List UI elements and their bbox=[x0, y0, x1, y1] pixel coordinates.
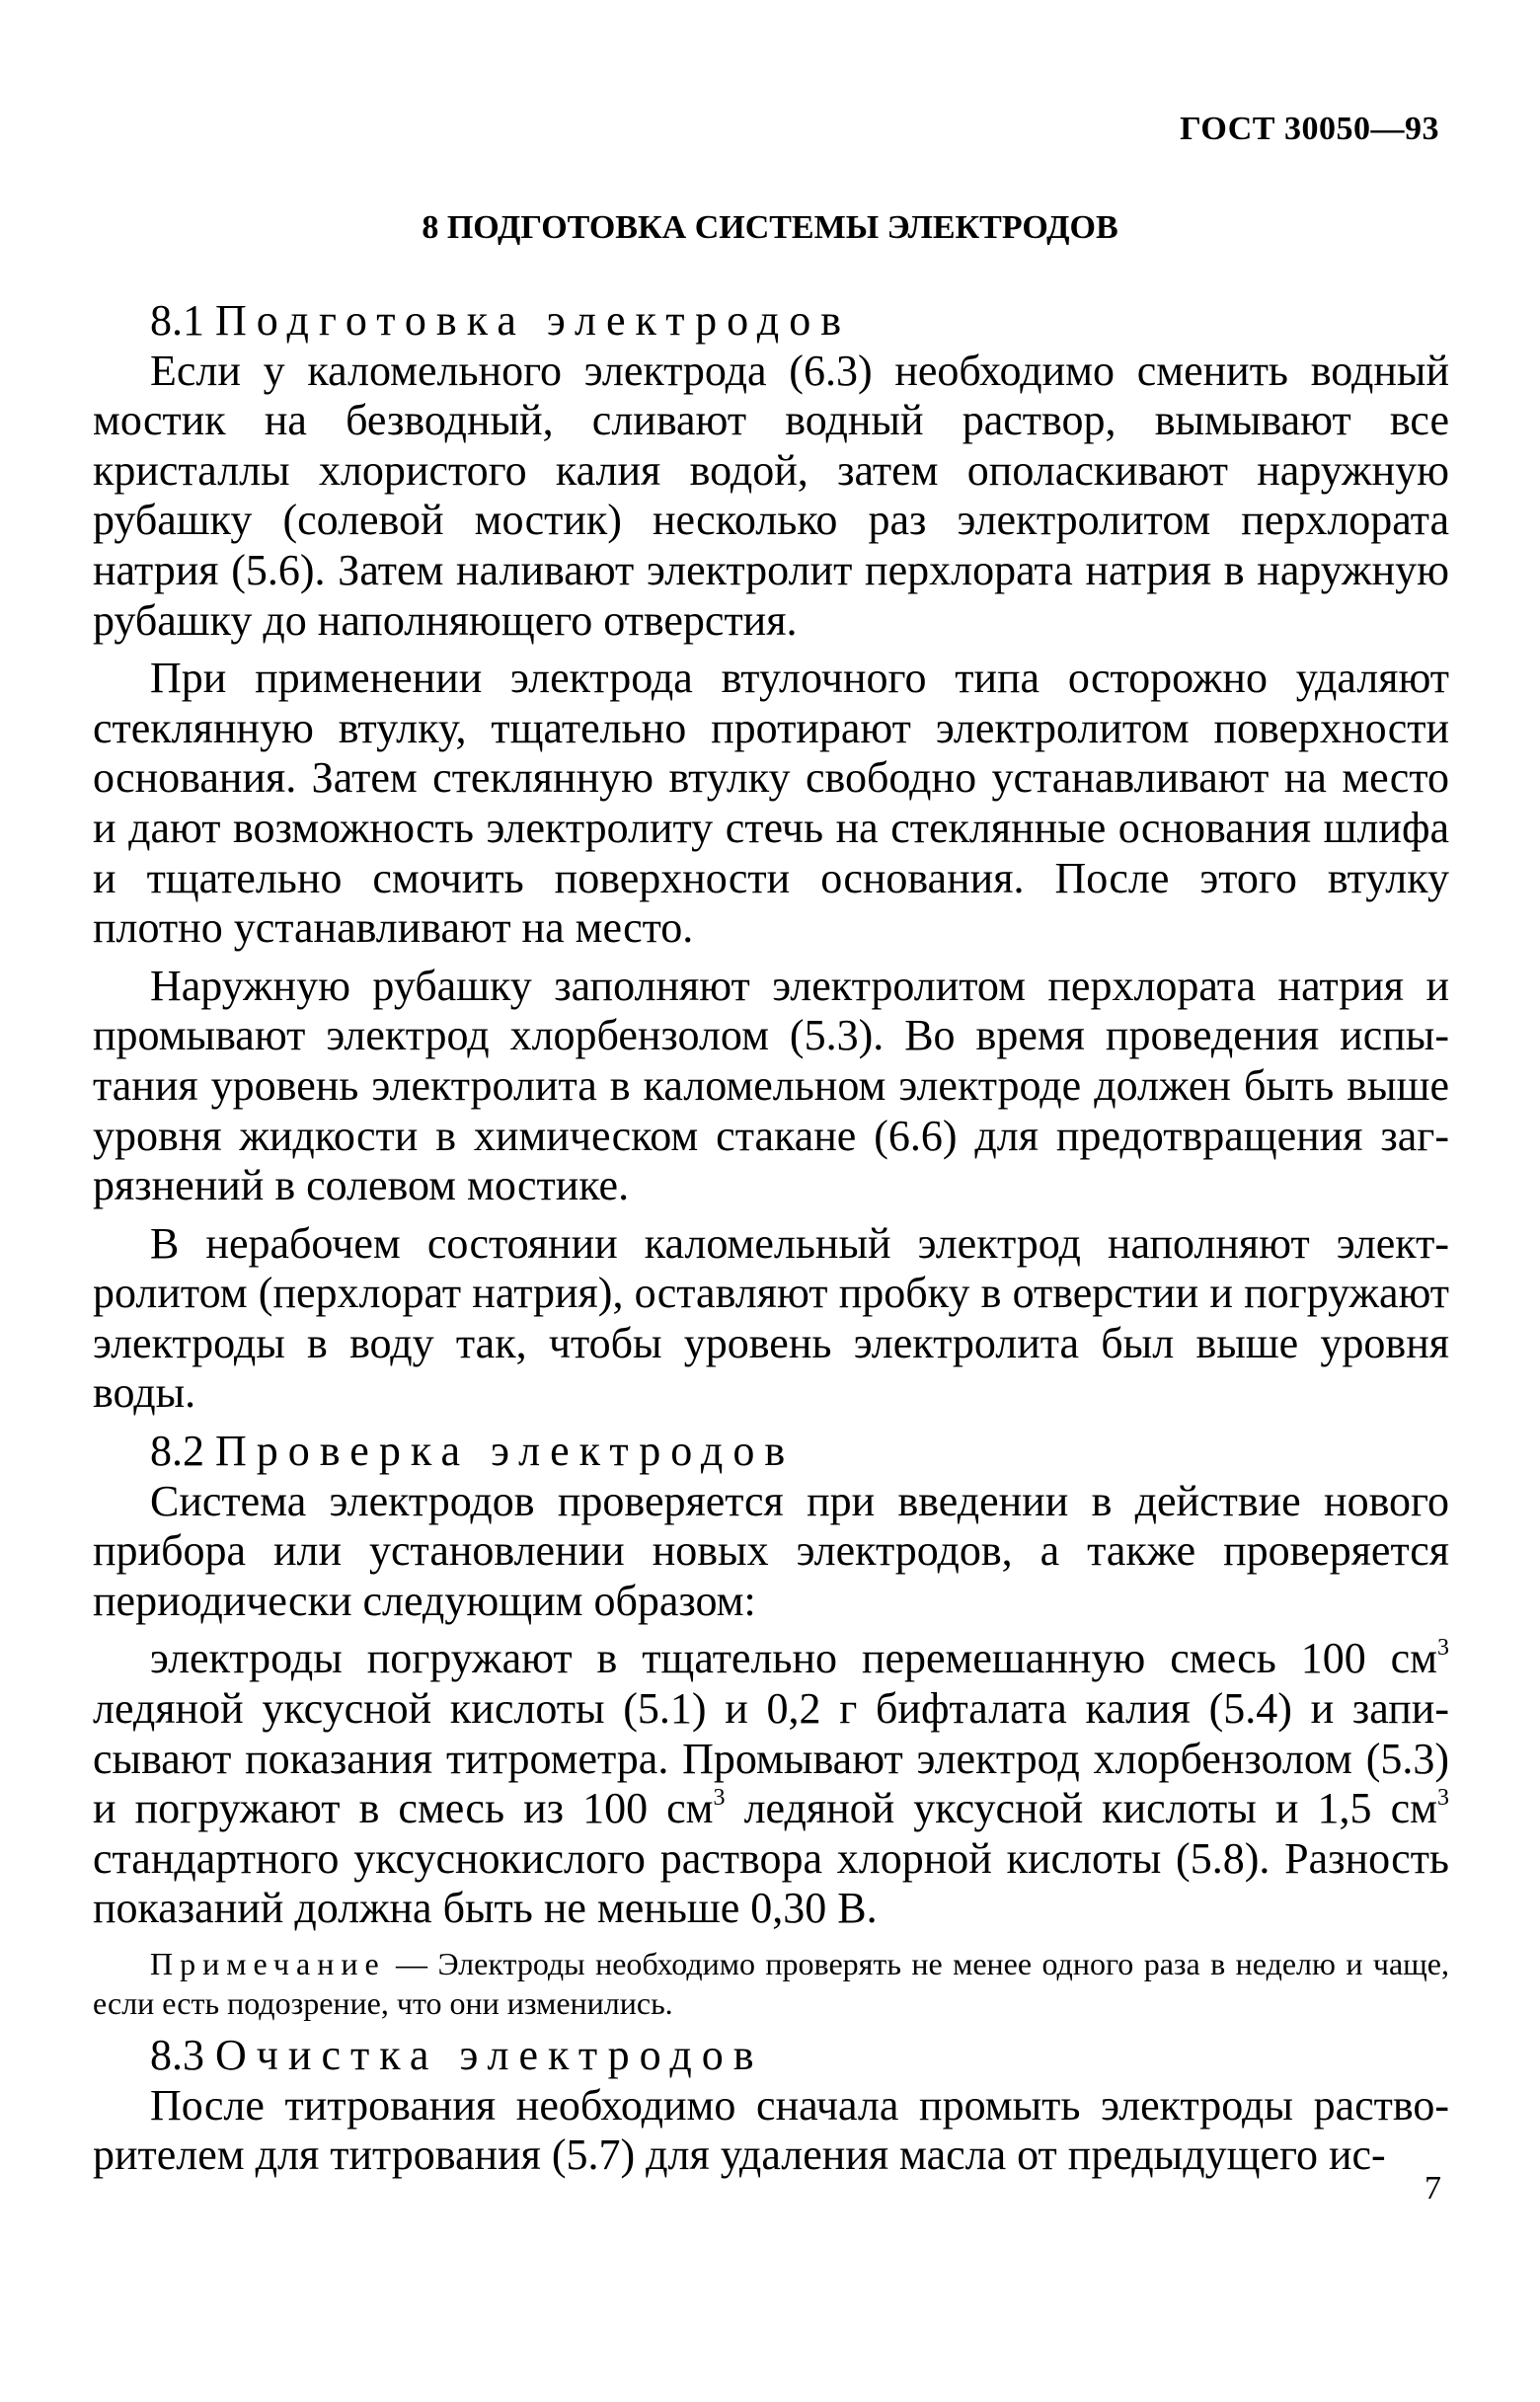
paragraph: Наружную рубашку заполняют электролитом перхлората натрия и промывают электрод хлорбензолом (5.3). Во время проведения испытания уровень электролита в каломельном электроде должен быть выше уровня жидкости в химическом стакане (6.6) для предотвращения загрязнений в солевом мостике. bbox=[93, 961, 1449, 1210]
section-heading: 8 ПОДГОТОВКА СИСТЕМЫ ЭЛЕКТРОДОВ bbox=[422, 209, 1118, 246]
document-body bbox=[93, 296, 1449, 2181]
superscript: 3 bbox=[713, 1785, 726, 1812]
text-run: стандартного уксуснокислого раствора хлорной кислоты (5.8). Разность показаний должна быть не меньше 0,30 В. bbox=[93, 1833, 1449, 1933]
superscript: 3 bbox=[1436, 1785, 1449, 1812]
paragraph: В нерабочем состоянии каломельный электрод наполняют электролитом (перхлорат натрия), оставляют пробку в отверстии и погружают электроды в воду так, чтобы уровень электролита был выше уровня воды. bbox=[93, 1218, 1449, 1418]
note-text: — Электроды необходимо проверять не менее одного раза в неделю и чаще, если есть подозрение, что они изменились. bbox=[93, 1946, 1449, 2021]
subsection-title: Очистка электродов bbox=[215, 2031, 764, 2079]
subsection-heading-8-1 bbox=[93, 296, 1449, 347]
subsection-title: Подготовка электродов bbox=[215, 296, 851, 345]
paragraph-with-units bbox=[93, 1634, 1449, 1934]
subsection-heading-8-2 bbox=[93, 1427, 1449, 1477]
page-number: 7 bbox=[1424, 2170, 1441, 2207]
note bbox=[93, 1944, 1449, 2023]
text-run: ледяной уксусной кислоты (5.1) и 0,2 г бифталата калия (5.4) и записывают показания титрометра. Промывают электрод хлорбензолом (5.3) и погружают в смесь из 100 см bbox=[93, 1684, 1449, 1833]
note-label: Примечание bbox=[150, 1946, 386, 1981]
paragraph: При применении электрода втулочного типа осторожно удаляют стеклянную втулку, тщательно протирают электролитом поверхности основания. Затем стеклянную втулку свободно устанавливают на место и дают возможность электролиту стечь на стеклянные основания шлифа и тщательно смочить поверхности основания. После этого втулку плотно устанавливают на место. bbox=[93, 654, 1449, 953]
subsection-number: 8.1 bbox=[150, 296, 204, 345]
text-run: электроды погружают в тщательно перемешанную смесь 100 см bbox=[150, 1634, 1437, 1683]
superscript: 3 bbox=[1437, 1635, 1449, 1662]
paragraph: Система электродов проверяется при введении в действие нового прибора или установлении новых электродов, а также проверяется периодически следующим образом: bbox=[93, 1476, 1449, 1625]
subsection-heading-8-3 bbox=[93, 2031, 1449, 2081]
paragraph: Если у каломельного электрода (6.3) необходимо сменить водный мостик на безводный, сливают водный раствор, вымывают все кристаллы хлористого калия водой, затем ополаскивают наружную рубашку (солевой мостик) несколько раз электролитом перхлората натрия (5.6). Затем наливают электролит перхлората натрия в наружную рубашку до наполняющего отверстия. bbox=[93, 346, 1449, 645]
standard-designation: ГОСТ 30050—93 bbox=[1180, 111, 1439, 147]
paragraph: После титрования необходимо сначала промыть электроды растворителем для титрования (5.7) для удаления масла от предыдущего ис- bbox=[93, 2080, 1449, 2180]
text-run: ледяной уксусной кислоты и 1,5 см bbox=[725, 1784, 1437, 1833]
subsection-number: 8.2 bbox=[150, 1427, 204, 1476]
subsection-title: Проверка электродов bbox=[215, 1427, 796, 1476]
subsection-number: 8.3 bbox=[150, 2031, 204, 2079]
